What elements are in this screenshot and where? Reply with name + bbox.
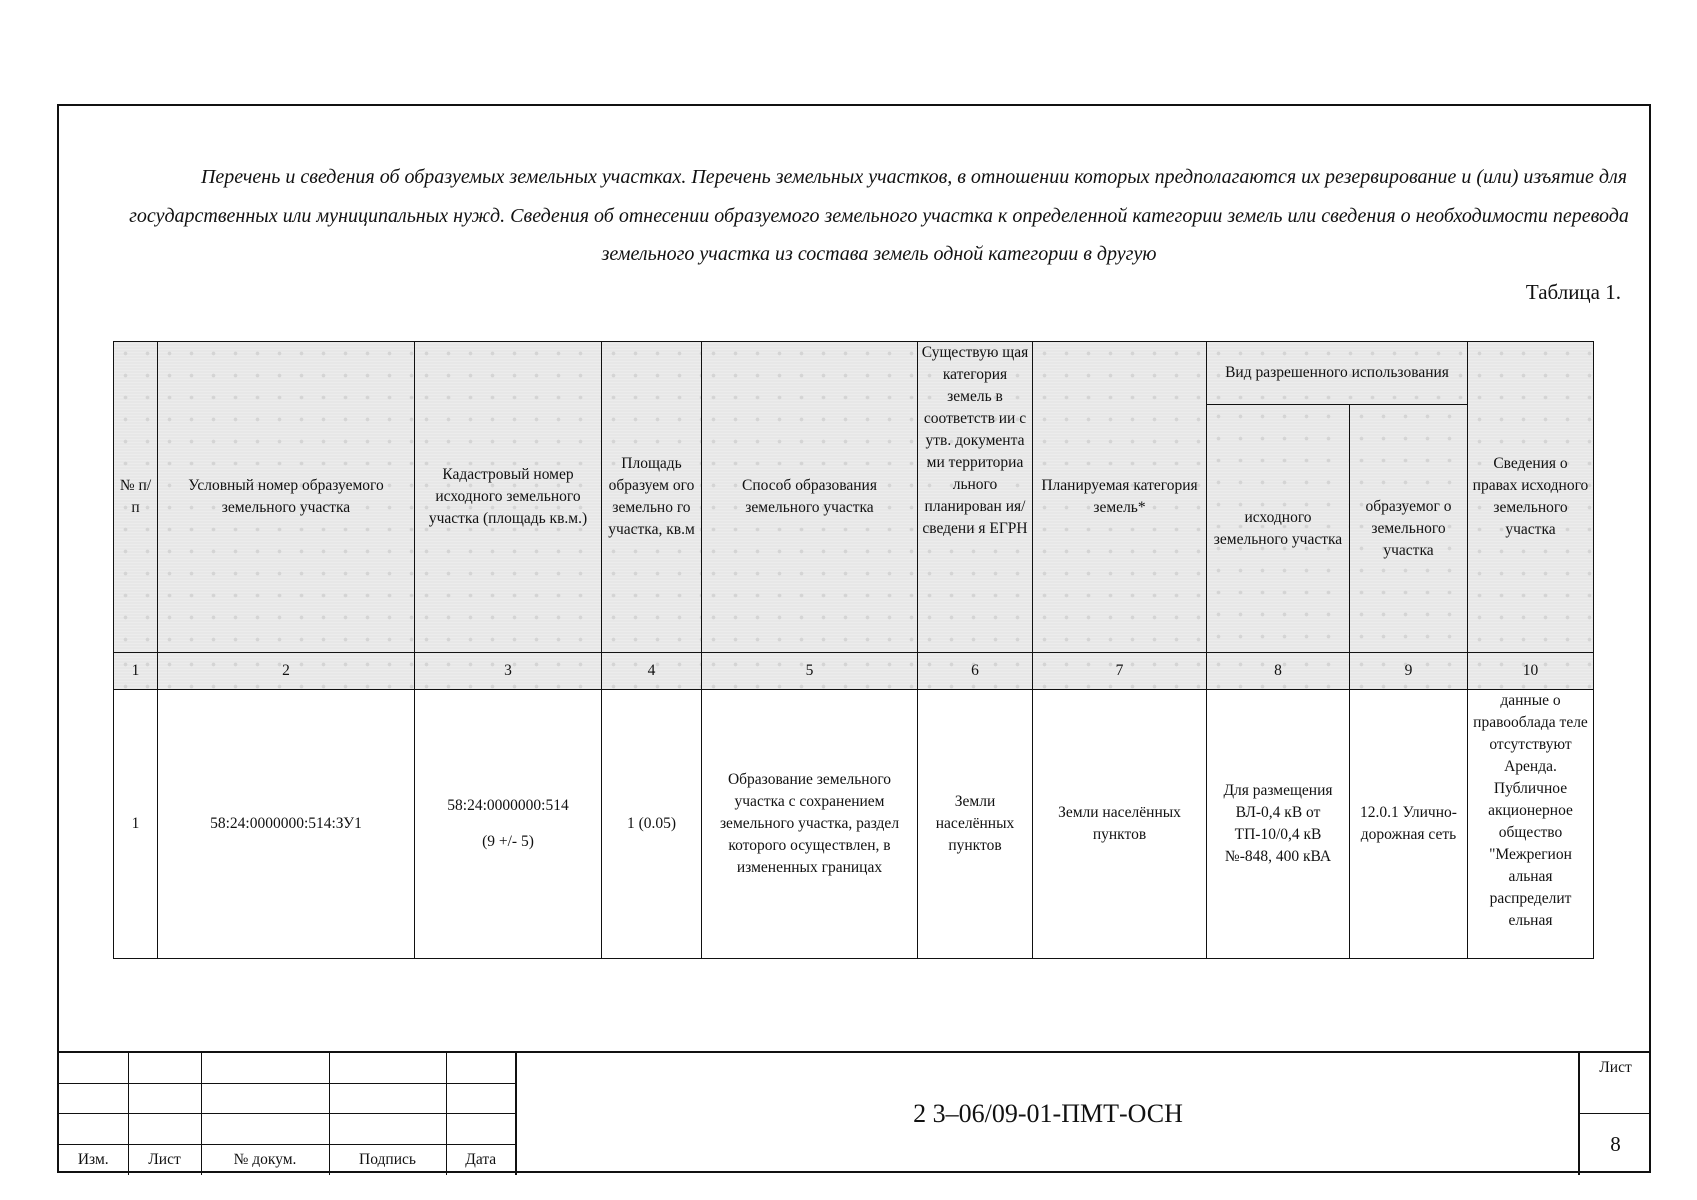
cell-cadastral <box>415 690 602 959</box>
header-formation-method: Способ образования земельного участка <box>702 342 918 653</box>
cell-rights-info: данные о правооблада теле отсутствуют Аренда. Публичное акционерное общество "Межрегион альная распределит ельная <box>1468 690 1594 959</box>
header-num: № п/ п <box>114 342 158 653</box>
header-existing-category: Существую щая категория земель в соответств ии с утв. документа ми территориа льного планирован ия/сведени я ЕГРН <box>918 342 1033 653</box>
column-number-row <box>114 653 1594 690</box>
stamp-label-signature: Подпись <box>329 1145 446 1175</box>
header-cadastral-number: Кадастровый номер исходного земельного участка (площадь кв.м.) <box>415 342 602 653</box>
header-permitted-use-formed: образуемог о земельного участка <box>1350 405 1468 653</box>
column-number: 8 <box>1207 653 1350 690</box>
column-number: 9 <box>1350 653 1468 690</box>
column-number: 4 <box>602 653 702 690</box>
column-number: 7 <box>1033 653 1207 690</box>
table-header-row <box>114 342 1594 405</box>
column-number: 10 <box>1468 653 1594 690</box>
header-rights-info: Сведения о правах исходного земельного участка <box>1468 342 1594 653</box>
column-number: 5 <box>702 653 918 690</box>
cell-formation-method: Образование земельного участка с сохранением земельного участка, раздел которого осуществлен, в измененных границах <box>702 690 918 959</box>
cell-planned-category: Земли населённых пунктов <box>1033 690 1207 959</box>
stamp-label-doc-number: № докум. <box>201 1145 329 1175</box>
stamp-label-sheet: Лист <box>128 1145 201 1175</box>
stamp-label-date: Дата <box>446 1145 516 1175</box>
sheet-box <box>1578 1053 1651 1175</box>
cell-conditional-number: 58:24:0000000:514:ЗУ1 <box>158 690 415 959</box>
header-conditional-number: Условный номер образуемого земельного участка <box>158 342 415 653</box>
cell-permitted-use-source: Для размещения ВЛ-0,4 кВ от ТП-10/0,4 кВ №-848, 400 кВА <box>1207 690 1350 959</box>
header-permitted-use-source: исходного земельного участка <box>1207 405 1350 653</box>
header-area: Площадь образуем ого земельно го участка, кв.м <box>602 342 702 653</box>
table-number: Таблица 1. <box>1525 280 1621 304</box>
sheet-label: Лист <box>1580 1053 1651 1114</box>
drawing-frame <box>57 104 1651 1173</box>
sheet-number: 8 <box>1610 1132 1621 1156</box>
revision-table <box>59 1053 517 1175</box>
cell-area: 1 (0.05) <box>602 690 702 959</box>
header-planned-category: Планируемая категория земель* <box>1033 342 1207 653</box>
column-number: 2 <box>158 653 415 690</box>
cell-cadastral-area: (9 +/- 5) <box>482 833 534 850</box>
cell-cadastral-number: 58:24:0000000:514 <box>447 797 569 814</box>
column-number: 1 <box>114 653 158 690</box>
header-permitted-use: Вид разрешенного использования <box>1207 342 1468 405</box>
cell-permitted-use-formed: 12.0.1 Улично-дорожная сеть <box>1350 690 1468 959</box>
cell-existing-category: Земли населённых пунктов <box>918 690 1033 959</box>
title-block <box>59 1051 1649 1175</box>
land-plots-table <box>113 341 1594 959</box>
document-heading: Перечень и сведения об образуемых земельных участках. Перечень земельных участков, в отношении которых предполагаются их резервирование и (или) изъятие для государственных или муниципальных нужд. Сведения об отнесении образуемого земельного участка к определенной категории земель или сведения о необходимости перевода земельного участка из состава земель одной категории в другую <box>129 166 1629 265</box>
table-row <box>114 690 1594 959</box>
cell-num: 1 <box>114 690 158 959</box>
document-code: 2 3–06/09-01-ПМТ-ОСН <box>913 1099 1183 1128</box>
column-number: 3 <box>415 653 602 690</box>
column-number: 6 <box>918 653 1033 690</box>
stamp-label-change: Изм. <box>59 1145 128 1175</box>
